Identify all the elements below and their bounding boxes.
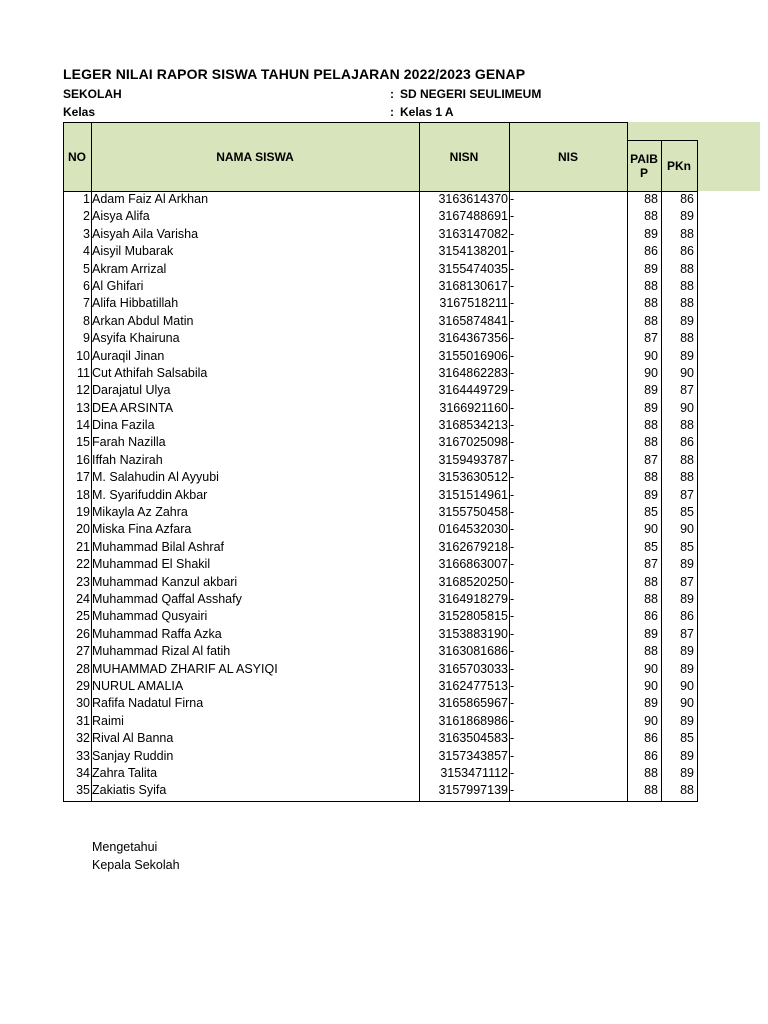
table-row — [63, 608, 697, 625]
cell-paibp: 89 — [644, 261, 658, 276]
cell-no: 21 — [76, 539, 90, 554]
cell-nis: - — [510, 435, 515, 450]
cell-name: Aisyah Aila Varisha — [92, 226, 199, 241]
cell-nisn: 3157343857 — [438, 748, 508, 763]
cell-nis: - — [510, 696, 515, 711]
cell-nis: - — [510, 209, 515, 224]
table-row — [63, 521, 697, 538]
cell-nisn: 3161868986 — [438, 713, 508, 728]
cell-no: 28 — [76, 661, 90, 676]
cell-no: 26 — [76, 626, 90, 641]
cell-nis: - — [510, 644, 515, 659]
cell-name: Muhammad Bilal Ashraf — [92, 539, 225, 554]
cell-nis: - — [510, 783, 515, 798]
cell-nisn: 3153883190 — [438, 626, 508, 641]
grid-line — [697, 140, 698, 802]
cell-nisn: 3163147082 — [438, 226, 508, 241]
cell-nis: - — [510, 522, 515, 537]
cell-pkn: 87 — [680, 626, 694, 641]
cell-pkn: 88 — [680, 331, 694, 346]
cell-no: 8 — [83, 313, 90, 328]
table-row — [63, 730, 697, 747]
footer-principal: Kepala Sekolah — [92, 858, 180, 872]
cell-pkn: 88 — [680, 470, 694, 485]
cell-no: 2 — [83, 209, 90, 224]
cell-no: 19 — [76, 505, 90, 520]
cell-paibp: 90 — [644, 678, 658, 693]
table-row — [63, 243, 697, 260]
cell-no: 29 — [76, 678, 90, 693]
grid-line — [627, 140, 697, 141]
cell-pkn: 89 — [680, 765, 694, 780]
header-nis: NIS — [509, 122, 627, 191]
cell-no: 22 — [76, 557, 90, 572]
cell-nisn: 3159493787 — [438, 452, 508, 467]
table-row — [63, 348, 697, 365]
table-row — [63, 713, 697, 730]
cell-nisn: 3164449729 — [438, 383, 508, 398]
cell-nisn: 3166863007 — [438, 557, 508, 572]
cell-pkn: 89 — [680, 557, 694, 572]
cell-pkn: 88 — [680, 452, 694, 467]
cell-paibp: 87 — [644, 331, 658, 346]
cell-nis: - — [510, 313, 515, 328]
cell-nis: - — [510, 557, 515, 572]
cell-nisn: 3163504583 — [438, 731, 508, 746]
cell-paibp: 87 — [644, 452, 658, 467]
cell-nisn: 3164918279 — [438, 591, 508, 606]
cell-paibp: 88 — [644, 278, 658, 293]
cell-no: 3 — [83, 226, 90, 241]
cell-nisn: 0164532030 — [438, 522, 508, 537]
cell-nisn: 3164367356 — [438, 331, 508, 346]
cell-no: 35 — [76, 783, 90, 798]
table-row — [63, 434, 697, 451]
cell-paibp: 88 — [644, 591, 658, 606]
cell-paibp: 90 — [644, 365, 658, 380]
cell-paibp: 89 — [644, 626, 658, 641]
cell-pkn: 85 — [680, 505, 694, 520]
cell-nis: - — [510, 591, 515, 606]
table-row — [63, 191, 697, 208]
cell-nisn: 3167025098 — [438, 435, 508, 450]
cell-name: Alifa Hibbatillah — [92, 296, 179, 311]
cell-nisn: 3157997139 — [438, 783, 508, 798]
cell-nisn: 3168520250 — [438, 574, 508, 589]
cell-name: Muhammad Raffa Azka — [92, 626, 222, 641]
header-no: NO — [63, 122, 91, 191]
cell-paibp: 88 — [644, 296, 658, 311]
cell-pkn: 86 — [680, 244, 694, 259]
cell-name: M. Salahudin Al Ayyubi — [92, 470, 219, 485]
cell-pkn: 90 — [680, 400, 694, 415]
header-extra-column — [697, 140, 760, 191]
cell-no: 4 — [83, 244, 90, 259]
cell-nisn: 3162477513 — [438, 678, 508, 693]
cell-name: Miska Fina Azfara — [92, 522, 192, 537]
cell-name: Auraqil Jinan — [92, 348, 165, 363]
table-row — [63, 278, 697, 295]
table-row — [63, 591, 697, 608]
cell-no: 20 — [76, 522, 90, 537]
table-row — [63, 469, 697, 486]
cell-name: Darajatul Ulya — [92, 383, 171, 398]
cell-no: 33 — [76, 748, 90, 763]
table-row — [63, 556, 697, 573]
table-row — [63, 208, 697, 225]
cell-name: Iffah Nazirah — [92, 452, 163, 467]
cell-paibp: 88 — [644, 765, 658, 780]
cell-pkn: 90 — [680, 696, 694, 711]
cell-nis: - — [510, 609, 515, 624]
cell-nis: - — [510, 731, 515, 746]
class-value: Kelas 1 A — [400, 105, 454, 119]
cell-pkn: 87 — [680, 383, 694, 398]
table-row — [63, 295, 697, 312]
cell-no: 18 — [76, 487, 90, 502]
cell-name: Cut Athifah Salsabila — [92, 365, 208, 380]
cell-name: Muhammad Rizal Al fatih — [92, 644, 231, 659]
cell-nis: - — [510, 261, 515, 276]
cell-nisn: 3167518211 — [439, 296, 508, 311]
header-pkn: PKn — [661, 140, 697, 191]
header-nisn: NISN — [419, 122, 509, 191]
cell-nisn: 3167488691 — [438, 209, 508, 224]
cell-name: Akram Arrizal — [92, 261, 167, 276]
cell-no: 14 — [76, 418, 90, 433]
cell-nis: - — [510, 383, 515, 398]
cell-paibp: 89 — [644, 226, 658, 241]
cell-paibp: 88 — [644, 574, 658, 589]
table-row — [63, 382, 697, 399]
cell-pkn: 85 — [680, 731, 694, 746]
cell-pkn: 87 — [680, 487, 694, 502]
cell-nisn: 3162679218 — [438, 539, 508, 554]
school-colon: : — [390, 87, 394, 101]
cell-nis: - — [510, 331, 515, 346]
table-row — [63, 452, 697, 469]
cell-nis: - — [510, 574, 515, 589]
cell-nis: - — [510, 348, 515, 363]
cell-paibp: 88 — [644, 435, 658, 450]
cell-pkn: 86 — [680, 609, 694, 624]
cell-pkn: 88 — [680, 783, 694, 798]
table-row — [63, 626, 697, 643]
table-row — [63, 574, 697, 591]
cell-nisn: 3155474035 — [438, 261, 508, 276]
table-row — [63, 261, 697, 278]
cell-name: Rival Al Banna — [92, 731, 174, 746]
cell-name: Farah Nazilla — [92, 435, 166, 450]
cell-name: MUHAMMAD ZHARIF AL ASYIQI — [92, 661, 278, 676]
cell-nis: - — [510, 505, 515, 520]
cell-nisn: 3155750458 — [438, 505, 508, 520]
cell-pkn: 90 — [680, 365, 694, 380]
cell-paibp: 86 — [644, 609, 658, 624]
cell-paibp: 88 — [644, 192, 658, 206]
cell-pkn: 89 — [680, 661, 694, 676]
table-row — [63, 539, 697, 556]
cell-pkn: 89 — [680, 713, 694, 728]
cell-name: Asyifa Khairuna — [92, 331, 180, 346]
cell-no: 31 — [76, 713, 90, 728]
cell-no: 25 — [76, 609, 90, 624]
cell-name: DEA ARSINTA — [92, 400, 174, 415]
cell-nisn: 3164862283 — [438, 365, 508, 380]
cell-pkn: 90 — [680, 678, 694, 693]
cell-nisn: 3165703033 — [438, 661, 508, 676]
cell-pkn: 86 — [680, 192, 694, 206]
cell-paibp: 85 — [644, 539, 658, 554]
table-row — [63, 504, 697, 521]
cell-paibp: 87 — [644, 557, 658, 572]
cell-paibp: 89 — [644, 696, 658, 711]
cell-name: Mikayla Az Zahra — [92, 505, 188, 520]
table-row — [63, 365, 697, 382]
header-name: NAMA SISWA — [91, 122, 419, 191]
cell-name: Aisyil Mubarak — [92, 244, 174, 259]
table-row — [63, 313, 697, 330]
cell-paibp: 89 — [644, 383, 658, 398]
cell-paibp: 88 — [644, 313, 658, 328]
cell-pkn: 89 — [680, 348, 694, 363]
cell-nisn: 3168130617 — [438, 278, 508, 293]
cell-nisn: 3163081686 — [438, 644, 508, 659]
cell-name: Aisya Alifa — [92, 209, 150, 224]
cell-pkn: 88 — [680, 226, 694, 241]
cell-no: 5 — [83, 261, 90, 276]
school-value-group — [390, 87, 541, 101]
cell-pkn: 89 — [680, 313, 694, 328]
cell-nis: - — [510, 539, 515, 554]
cell-no: 32 — [76, 731, 90, 746]
cell-nisn: 3154138201 — [438, 244, 508, 259]
table-row — [63, 487, 697, 504]
cell-name: Rafifa Nadatul Firna — [92, 696, 204, 711]
cell-pkn: 88 — [680, 296, 694, 311]
cell-no: 30 — [76, 696, 90, 711]
cell-name: Sanjay Ruddin — [92, 748, 174, 763]
cell-nis: - — [510, 678, 515, 693]
cell-nis: - — [510, 765, 515, 780]
school-value: SD NEGERI SEULIMEUM — [400, 87, 542, 101]
table-row — [63, 643, 697, 660]
cell-nis: - — [510, 470, 515, 485]
table-row — [63, 748, 697, 765]
cell-nis: - — [510, 365, 515, 380]
cell-name: Muhammad El Shakil — [92, 557, 211, 572]
cell-name: Muhammad Qaffal Asshafy — [92, 591, 242, 606]
grid-line — [63, 122, 627, 123]
cell-paibp: 90 — [644, 348, 658, 363]
header-subject-group — [627, 122, 760, 140]
cell-no: 16 — [76, 452, 90, 467]
grid-line — [63, 801, 697, 802]
cell-pkn: 90 — [680, 522, 694, 537]
cell-nis: - — [510, 226, 515, 241]
cell-nisn: 3152805815 — [438, 609, 508, 624]
cell-no: 1 — [83, 192, 90, 206]
table-row — [63, 782, 697, 799]
document-title: LEGER NILAI RAPOR SISWA TAHUN PELAJARAN 2022/2023 GENAP — [63, 66, 526, 82]
cell-name: NURUL AMALIA — [92, 678, 184, 693]
cell-paibp: 88 — [644, 783, 658, 798]
table-row — [63, 661, 697, 678]
cell-nis: - — [510, 748, 515, 763]
table-row — [63, 226, 697, 243]
cell-nis: - — [510, 452, 515, 467]
table-row — [63, 400, 697, 417]
cell-pkn: 89 — [680, 748, 694, 763]
cell-pkn: 88 — [680, 278, 694, 293]
table-body — [63, 191, 697, 800]
cell-nis: - — [510, 626, 515, 641]
cell-paibp: 86 — [644, 748, 658, 763]
cell-pkn: 88 — [680, 261, 694, 276]
cell-paibp: 90 — [644, 522, 658, 537]
footer-acknowledged: Mengetahui — [92, 840, 158, 854]
cell-no: 9 — [83, 331, 90, 346]
table-row — [63, 765, 697, 782]
cell-nisn: 3151514961 — [438, 487, 508, 502]
header-paibp: PAIB P — [627, 140, 661, 191]
cell-pkn: 89 — [680, 209, 694, 224]
cell-paibp: 86 — [644, 244, 658, 259]
cell-name: Zahra Talita — [92, 765, 158, 780]
table-row — [63, 678, 697, 695]
cell-nisn: 3153471112 — [440, 765, 508, 780]
cell-name: Al Ghifari — [92, 278, 144, 293]
cell-name: Arkan Abdul Matin — [92, 313, 194, 328]
cell-nis: - — [510, 661, 515, 676]
cell-pkn: 85 — [680, 539, 694, 554]
cell-no: 15 — [76, 435, 90, 450]
cell-name: M. Syarifuddin Akbar — [92, 487, 208, 502]
cell-paibp: 89 — [644, 487, 658, 502]
cell-name: Muhammad Qusyairi — [92, 609, 208, 624]
cell-no: 10 — [76, 348, 90, 363]
cell-nis: - — [510, 192, 515, 206]
cell-nis: - — [510, 713, 515, 728]
cell-paibp: 88 — [644, 470, 658, 485]
cell-nisn: 3155016906 — [438, 348, 508, 363]
cell-no: 13 — [76, 400, 90, 415]
cell-no: 24 — [76, 591, 90, 606]
cell-nis: - — [510, 244, 515, 259]
cell-no: 17 — [76, 470, 90, 485]
cell-paibp: 88 — [644, 209, 658, 224]
cell-paibp: 86 — [644, 731, 658, 746]
cell-pkn: 89 — [680, 591, 694, 606]
cell-paibp: 90 — [644, 661, 658, 676]
cell-nisn: 3163614370 — [438, 192, 508, 206]
class-colon: : — [390, 105, 394, 119]
cell-no: 27 — [76, 644, 90, 659]
cell-paibp: 88 — [644, 644, 658, 659]
table-row — [63, 417, 697, 434]
table-row — [63, 695, 697, 712]
cell-nisn: 3168534213 — [438, 418, 508, 433]
cell-pkn: 87 — [680, 574, 694, 589]
cell-no: 6 — [83, 278, 90, 293]
cell-nisn: 3165865967 — [438, 696, 508, 711]
cell-nisn: 3166921160 — [439, 400, 508, 415]
cell-paibp: 88 — [644, 418, 658, 433]
cell-name: Dina Fazila — [92, 418, 155, 433]
cell-no: 12 — [76, 383, 90, 398]
cell-no: 23 — [76, 574, 90, 589]
cell-paibp: 90 — [644, 713, 658, 728]
cell-nis: - — [510, 418, 515, 433]
cell-no: 34 — [76, 765, 90, 780]
cell-name: Raimi — [92, 713, 124, 728]
cell-nis: - — [510, 487, 515, 502]
cell-no: 7 — [83, 296, 90, 311]
cell-nisn: 3165874841 — [438, 313, 508, 328]
cell-paibp: 85 — [644, 505, 658, 520]
cell-nis: - — [510, 278, 515, 293]
cell-nis: - — [510, 296, 515, 311]
cell-pkn: 89 — [680, 644, 694, 659]
cell-pkn: 88 — [680, 418, 694, 433]
table-row — [63, 330, 697, 347]
cell-pkn: 86 — [680, 435, 694, 450]
class-label: Kelas — [63, 105, 96, 119]
cell-paibp: 89 — [644, 400, 658, 415]
cell-nisn: 3153630512 — [438, 470, 508, 485]
cell-name: Adam Faiz Al Arkhan — [92, 192, 209, 206]
cell-nis: - — [510, 400, 515, 415]
cell-name: Zakiatis Syifa — [92, 783, 167, 798]
cell-name: Muhammad Kanzul akbari — [92, 574, 238, 589]
school-label: SEKOLAH — [63, 87, 122, 101]
cell-no: 11 — [77, 365, 90, 380]
class-value-group — [390, 105, 454, 119]
